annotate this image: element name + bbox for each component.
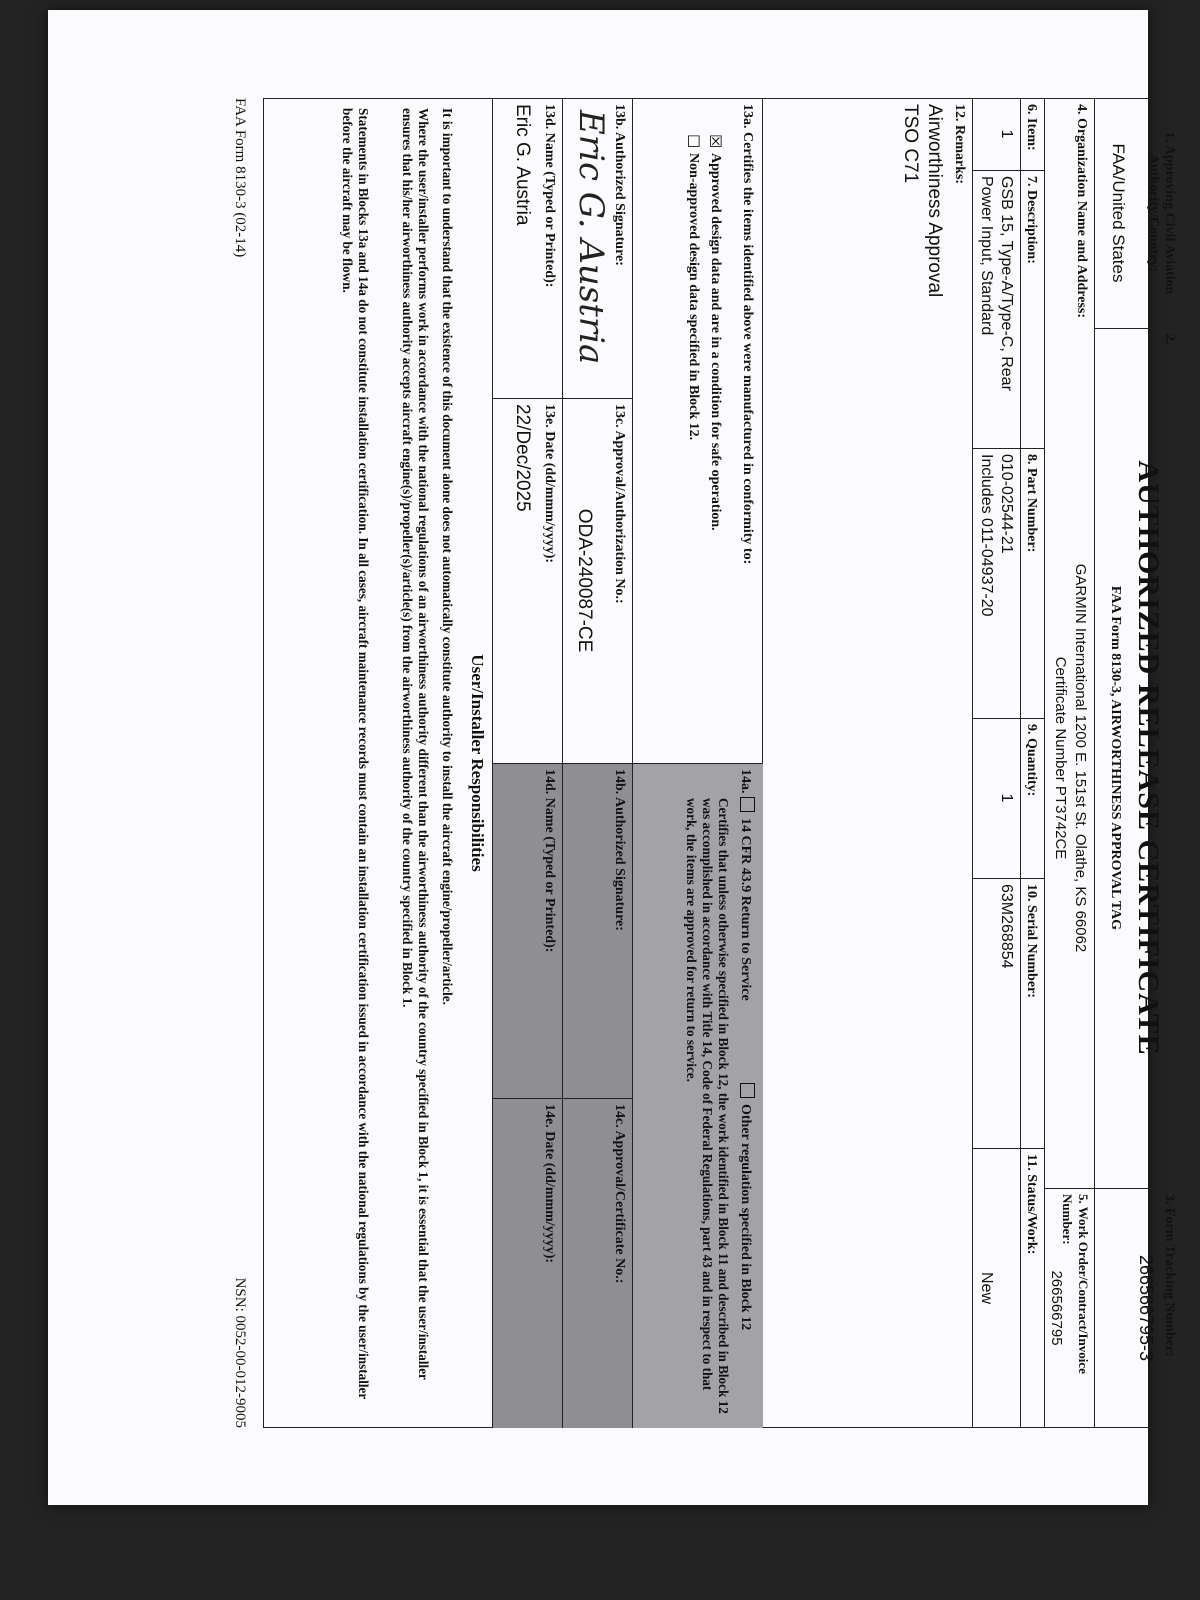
responsibilities-heading: User/Installer Responsibilities: [468, 654, 487, 872]
remarks-line1: Airworthiness Approval: [924, 104, 945, 298]
org-address: GARMIN International 1200 E. 151st St. Olathe, KS 66062: [1072, 563, 1089, 953]
block14d-label: 14d. Name (Typed or Printed):: [542, 769, 557, 953]
date-value: 22/Dec/2025: [512, 404, 533, 512]
work-order-number: 266566795: [1048, 1270, 1065, 1346]
responsibilities-p3: Statements in Blocks 13a and 14a do not constitute installation certification. In all cases, aircraft maintenance records must contain an installation certification issued in accordance with the national regulations by the user/installer before the aircraft may be flown.: [340, 108, 371, 1400]
block13e-label: 13e. Date (dd/mmm/yyyy):: [542, 404, 557, 564]
other-regulation-text: Other regulation specified in Block 12: [738, 1104, 753, 1331]
col-description-header: 7. Description:: [1024, 176, 1039, 264]
block1-label: 1. Approving Civil Aviation Authority/Country:: [1146, 131, 1177, 295]
responsibilities-p2: Where the user/installer performs work in accordance with the national regulations of an airworthiness authority different than the airworthiness authority of the country specified in Block 1, it is essential that the user/installer ensures that his/her airworthiness authority accepts aircraft engine(s)/propeller(s)/article(s) from the airworthiness authority of the country specified in Block 1.: [400, 108, 431, 1380]
block3-label: 3. Form Tracking Number:: [1162, 1194, 1177, 1357]
col-quantity-header: 9. Quantity:: [1024, 724, 1039, 797]
org-certificate-number: Certificate Number PT3742CE: [1052, 656, 1069, 860]
nsn-footer: NSN: 0052-00-012-9005: [232, 1277, 248, 1428]
approval-number: ODA-240087-CE: [574, 508, 595, 653]
printed-name: Eric G. Austria: [512, 104, 533, 226]
authorized-signature: Eric G. Austria: [571, 110, 611, 365]
block14b-label: 14b. Authorized Signature:: [612, 769, 627, 931]
item-number: 1: [998, 129, 1015, 139]
nonapproved-design-checkbox[interactable]: ☐: [684, 134, 703, 149]
item-description-line1: GSB 15, Type-A/Type-C, Rear: [998, 176, 1015, 391]
return-to-service-text: 14 CFR 43.9 Return to Service: [738, 818, 753, 1001]
col-serial-header: 10. Serial Number:: [1024, 884, 1039, 998]
block4-label: 4. Organization Name and Address:: [1074, 104, 1089, 319]
responsibilities-p1: It is important to understand that the existence of this document alone does not automatically constitute authority to install the aircraft engine/propeller/article.: [440, 108, 455, 1005]
approved-design-option[interactable]: [707, 134, 723, 531]
form-8130-3: [133, 98, 1183, 1488]
block14c-label: 14c. Approval/Certificate No.:: [612, 1104, 627, 1284]
block14a-label: 14a.: [738, 769, 753, 794]
part-includes: Includes 011-04937-20: [978, 454, 995, 617]
block1-value: FAA/United States: [1109, 143, 1128, 283]
return-to-service-checkbox[interactable]: [740, 797, 755, 812]
col-status-header: 11. Status/Work:: [1024, 1154, 1039, 1255]
tracking-number: 266566795-3: [1136, 1254, 1156, 1362]
quantity-value: 1: [998, 793, 1015, 803]
nonapproved-design-option[interactable]: [685, 134, 701, 440]
block5-label: 5. Work Order/Contract/Invoice Number:: [1060, 1194, 1091, 1374]
block13b-label: 13b. Authorized Signature:: [612, 104, 627, 266]
approved-design-checkbox[interactable]: ☒: [706, 134, 725, 149]
certificate-subtitle: FAA Form 8130-3, AIRWORTHINESS APPROVAL TAG: [1108, 585, 1123, 931]
block14a-certification-text: Certifies that unless otherwise specified in Block 12, the work identified in Block 11 and described in Block 12 was accomplished in accordance with Title 14, Code of Federal Regulations, part 43 and in respect to that work, the items are approved for return to service.: [684, 798, 731, 1414]
certificate-title: AUTHORIZED RELEASE CERTIFICATE: [1132, 460, 1165, 1056]
block13a-label: 13a. Certifies the items identified above were manufactured in conformity to:: [740, 104, 755, 565]
form-id-footer: FAA Form 8130-3 (02-14): [232, 98, 248, 258]
status-work-value: New: [978, 1271, 995, 1304]
other-regulation-checkbox[interactable]: [740, 1083, 755, 1098]
nonapproved-design-text: Non-approved design data specified in Block 12.: [686, 153, 701, 441]
other-regulation-option[interactable]: [737, 1083, 755, 1330]
certificate-paper: [48, 10, 1177, 1505]
block13c-label: 13c. Approval/Authorization No.:: [612, 404, 627, 604]
part-number: 010-02544-21: [998, 454, 1015, 554]
approved-design-text: Approved design data and are in a condition for safe operation.: [708, 153, 723, 531]
block14a-row: [737, 769, 755, 1001]
block13d-label: 13d. Name (Typed or Printed):: [542, 104, 557, 288]
block2-label: 2.: [1162, 334, 1177, 345]
item-description-line2: Power Input, Standard: [978, 176, 995, 336]
block14e-label: 14e. Date (dd/mmm/yyyy):: [542, 1104, 557, 1264]
remarks-line2: TSO C71: [900, 104, 921, 184]
serial-number: 63M268854: [998, 884, 1015, 969]
block12-label: 12. Remarks:: [952, 104, 967, 185]
col-item-header: 6. Item:: [1024, 104, 1039, 151]
col-part-header: 8. Part Number:: [1024, 454, 1039, 553]
